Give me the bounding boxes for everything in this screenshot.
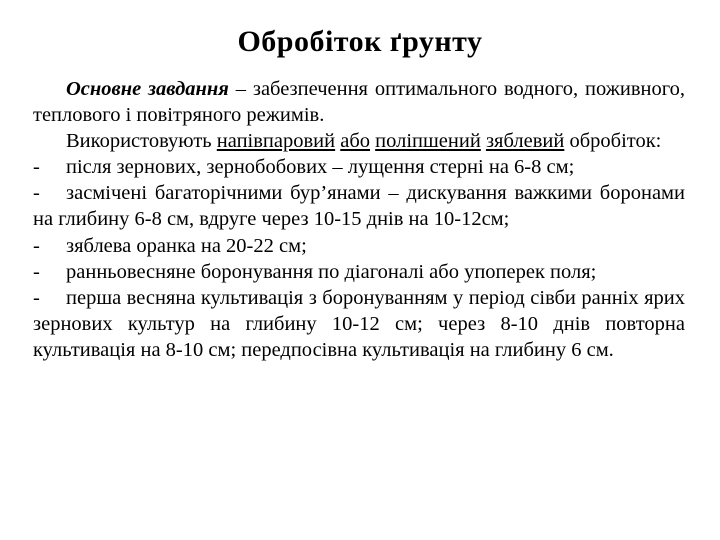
usage-option-autumn: зяблевий [485, 130, 565, 153]
usage-tail: обробіток: [564, 130, 662, 153]
list-dash: - [33, 286, 40, 309]
list-item [33, 233, 685, 259]
usage-lead: Використовують [66, 130, 217, 153]
usage-or: або [340, 130, 371, 153]
list-dash: - [33, 234, 40, 257]
list-item-text: ранньовесняне боронування по діагоналі або упоперек поля; [66, 260, 597, 283]
intro-paragraph [33, 76, 685, 128]
list-item [33, 180, 685, 232]
usage-option-semifallow: напівпаровий [216, 130, 336, 153]
list-item-text: після зернових, зернобобових – лущення стерні на 6-8 см; [66, 156, 575, 179]
list-item-text: перша весняна культивація з боронуванням у період сівби ранніх ярих зернових культур на глибину 10-12 см; через 8-10 днів повторна культивація на 8-10 см; передпосівна культивація на глибину 6 см. [33, 286, 685, 361]
list-dash: - [33, 156, 40, 179]
list-item [33, 154, 685, 180]
usage-paragraph [33, 128, 685, 154]
list-item-text: засмічені багаторічними бур’янами – дискування важкими боронами на глибину 6-8 см, вдруге через 10-15 днів на 10-12см; [33, 182, 685, 231]
list-item [33, 285, 685, 363]
list-item-text: зяблева оранка на 20-22 см; [66, 234, 307, 257]
intro-term: Основне завдання [66, 78, 229, 100]
list-item [33, 259, 685, 285]
list-dash: - [33, 182, 40, 205]
page-title: Обробіток ґрунту [237, 25, 483, 58]
usage-option-improved: поліпшений [375, 130, 481, 153]
slide-content [33, 76, 685, 363]
list-dash: - [33, 260, 40, 283]
intro-text: – забезпечення оптимального водного, поживного, теплового і повітряного режимів. [33, 78, 685, 127]
